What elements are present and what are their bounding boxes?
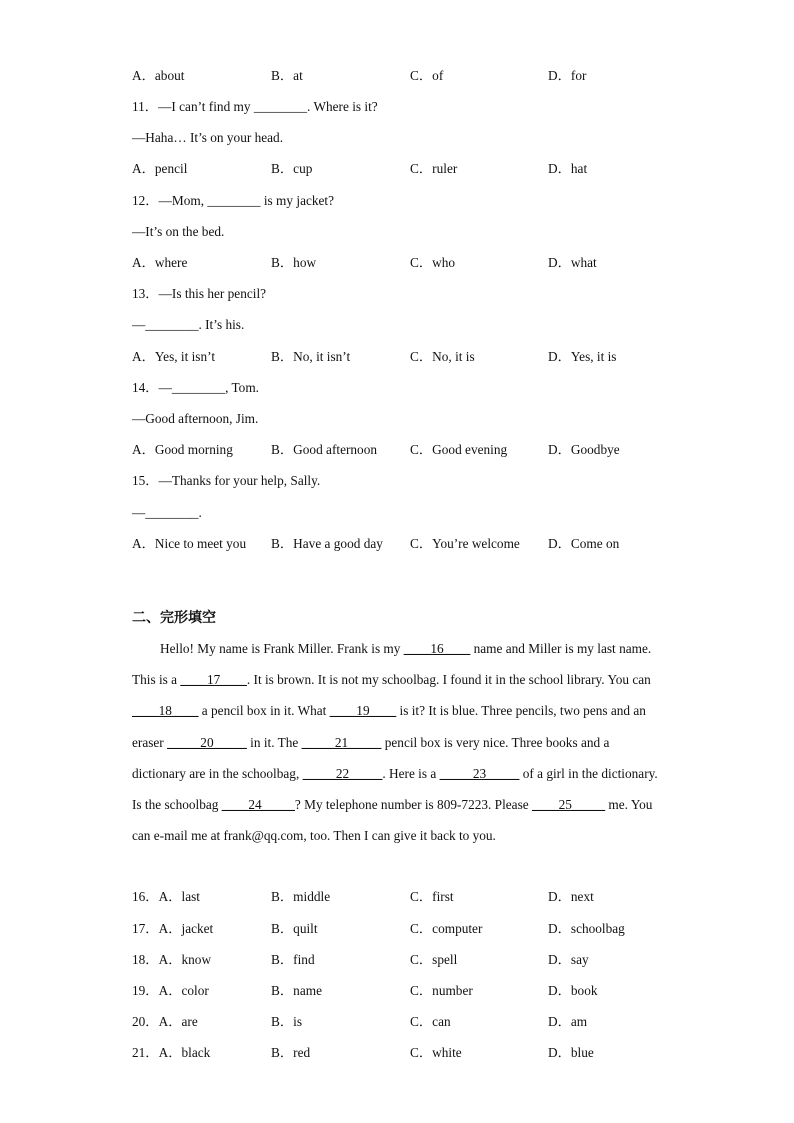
option-c: C．computer — [410, 921, 483, 936]
blank-24: ____24_____ — [221, 797, 295, 813]
option-a: A．where — [132, 255, 188, 270]
option-b: B．name — [271, 983, 322, 998]
q15-stem: 15．—Thanks for your help, Sally. — [132, 473, 321, 488]
option-d: D．am — [548, 1014, 588, 1029]
blank-16: ____16____ — [403, 641, 471, 656]
option-c: C．can — [410, 1014, 451, 1029]
option-d: D．Yes, it is — [548, 349, 617, 364]
option-d: D．next — [548, 889, 594, 904]
q11-stem: 11．—I can’t find my ________. Where is it? — [132, 99, 378, 114]
passage-text: in it. The — [246, 734, 302, 750]
option-a: 17．A．jacket — [132, 921, 214, 936]
option-d: D．what — [548, 255, 597, 270]
option-c: C．who — [410, 255, 456, 270]
blank-17: ____17____ — [180, 672, 247, 688]
cloze-passage — [132, 633, 662, 851]
section-title: 二、完形填空 — [132, 610, 216, 626]
option-b: B．Good afternoon — [271, 442, 377, 457]
option-c: C．spell — [410, 952, 458, 967]
option-c: C．Good evening — [410, 442, 508, 457]
passage-text: of a girl in the dictionary. Is the schoolbag — [132, 765, 658, 813]
blank-19: ____19____ — [329, 703, 397, 719]
option-c: C．No, it is — [410, 349, 475, 364]
q12-options — [132, 255, 692, 271]
option-b: B．find — [271, 952, 315, 967]
passage-text: name and Miller is my last name. This is a — [132, 641, 652, 688]
cloze-q19-options — [132, 983, 692, 999]
blank-20: _____20_____ — [167, 734, 247, 750]
q13-reply: —________. It’s his. — [132, 317, 245, 332]
q10-options — [132, 68, 692, 84]
option-a: 20．A．are — [132, 1014, 198, 1029]
cloze-q16-options — [132, 889, 692, 905]
option-b: B．Have a good day — [271, 536, 383, 551]
option-a: A．about — [132, 68, 185, 83]
option-a: 16．A．last — [132, 889, 200, 904]
option-b: B．how — [271, 255, 317, 270]
option-b: B．middle — [271, 889, 331, 904]
option-b: B．cup — [271, 161, 313, 176]
cloze-q21-options — [132, 1045, 692, 1061]
q15-options — [132, 536, 692, 552]
q12-reply: —It’s on the bed. — [132, 224, 225, 239]
cloze-q20-options — [132, 1014, 692, 1030]
blank-25: ____25_____ — [531, 797, 606, 813]
option-c: C．of — [410, 68, 444, 83]
option-d: D．schoolbag — [548, 921, 625, 936]
q11-options — [132, 161, 692, 177]
passage-text: ? My telephone number is 809-7223. Please — [294, 797, 532, 813]
q13-stem: 13．—Is this her pencil? — [132, 286, 267, 301]
cloze-q18-options — [132, 952, 692, 968]
q15-reply: —________. — [132, 505, 202, 520]
option-c: C．You’re welcome — [410, 536, 520, 551]
option-d: D．blue — [548, 1045, 594, 1060]
option-a: 21．A．black — [132, 1045, 211, 1060]
q13-options — [132, 349, 692, 365]
option-d: D．hat — [548, 161, 588, 176]
passage-paragraph — [132, 633, 662, 851]
option-d: D．Goodbye — [548, 442, 620, 457]
blank-18: ____18____ — [132, 703, 199, 719]
q14-options — [132, 442, 692, 458]
q11-reply: —Haha… It’s on your head. — [132, 130, 284, 145]
option-b: B．is — [271, 1014, 303, 1029]
option-d: D．say — [548, 952, 589, 967]
passage-text: me. You can e-mail me at frank@qq.com, too. Then I can give it back to you. — [132, 797, 653, 844]
option-c: C．first — [410, 889, 454, 904]
q12-stem: 12．—Mom, ________ is my jacket? — [132, 193, 335, 208]
passage-text: pencil box is very nice. Three books and a dictionary are in the schoolbag, — [132, 734, 610, 781]
blank-22: _____22_____ — [302, 765, 383, 781]
option-b: B．No, it isn’t — [271, 349, 351, 364]
option-c: C．white — [410, 1045, 462, 1060]
option-a: 19．A．color — [132, 983, 209, 998]
option-b: B．red — [271, 1045, 311, 1060]
passage-text: a pencil box in it. What — [198, 703, 330, 719]
blank-21: _____21_____ — [301, 734, 382, 750]
cloze-q17-options — [132, 921, 692, 937]
passage-text: is it? It is blue. Three pencils, two pens and an eraser — [132, 703, 646, 750]
blank-23: _____23_____ — [439, 765, 520, 781]
option-a: A．pencil — [132, 161, 188, 176]
q14-stem: 14．—________, Tom. — [132, 380, 259, 395]
option-b: B．quilt — [271, 921, 318, 936]
q14-reply: —Good afternoon, Jim. — [132, 411, 259, 426]
option-a: 18．A．know — [132, 952, 212, 967]
passage-text: Hello! My name is Frank Miller. Frank is my — [160, 641, 404, 656]
option-a: A．Good morning — [132, 442, 233, 457]
option-a: A．Nice to meet you — [132, 536, 247, 551]
passage-text: . Here is a — [382, 765, 440, 781]
option-b: B．at — [271, 68, 303, 83]
option-a: A．Yes, it isn’t — [132, 349, 216, 364]
option-c: C．ruler — [410, 161, 458, 176]
option-d: D．for — [548, 68, 587, 83]
passage-text: . It is brown. It is not my schoolbag. I found it in the school library. You can — [246, 672, 651, 688]
option-d: D．book — [548, 983, 598, 998]
option-d: D．Come on — [548, 536, 620, 551]
option-c: C．number — [410, 983, 473, 998]
